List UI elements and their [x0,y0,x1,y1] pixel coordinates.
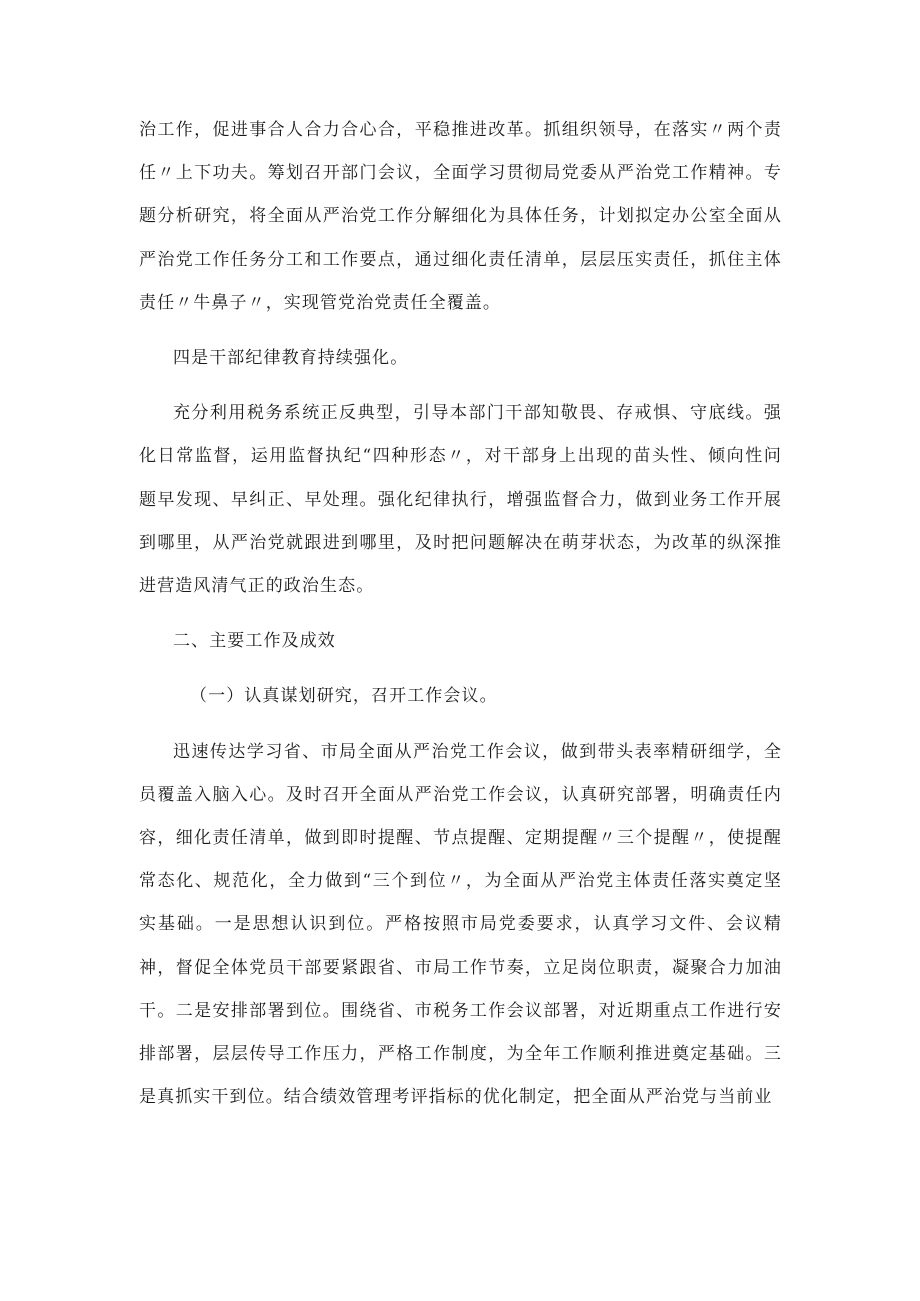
paragraph-work-meeting: 迅速传达学习省、市局全面从严治党工作会议，做到带头表率精研细学，全员覆盖入脑入心。及时召开全面从严治党工作会议，认真研究部署，明确责任内容，细化责任清单，做到即时提醒、节点提醒、定期提醒〃三个提醒〃，使提醒常态化、规范化，全力做到“三个到位〃，为全面从严治党主体责任落实奠定坚实基础。一是思想认识到位。严格按照市局党委要求，认真学习文件、会议精神，督促全体党员干部要紧跟省、市局工作节奏，立足岗位职责，凝聚合力加油干。二是安排部署到位。围绕省、市税务工作会议部署，对近期重点工作进行安排部署，层层传导工作压力，严格工作制度，为全年工作顺利推进奠定基础。三是真抓实干到位。结合绩效管理考评指标的优化制定，把全面从严治党与当前业 [139,741,782,1108]
paragraph-discipline-education: 充分利用税务系统正反典型，引导本部门干部知敬畏、存戒惧、守底线。强化日常监督，运用监督执纪“四种形态〃，对干部身上出现的苗头性、倾向性问题早发现、早纠正、早处理。强化纪律执行，增强监督合力，做到业务工作开展到哪里，从严治党就跟进到哪里，及时把问题解决在萌芽状态，为改革的纵深推进营造风清气正的政治生态。 [139,403,782,597]
document-body [139,109,782,1119]
heading-main-work: 二、主要工作及成效 [173,631,336,652]
section-point-four: 四是干部纪律教育持续强化。 [173,348,409,369]
paragraph-continuation: 治工作，促进事合人合力合心合，平稳推进改革。抓组织领导，在落实〃两个责任〃上下功夫。筹划召开部门会议，全面学习贯彻局党委从严治党工作精神。专题分析研究，将全面从严治党工作分解细化为具体任务，计划拟定办公室全面从严治党工作任务分工和工作要点，通过细化责任清单，层层压实责任，抓住主体责任〃牛鼻子〃，实现管党治党责任全覆盖。 [139,120,782,313]
subheading-planning-research: （一）认真谋划研究，召开工作会议。 [190,686,498,707]
